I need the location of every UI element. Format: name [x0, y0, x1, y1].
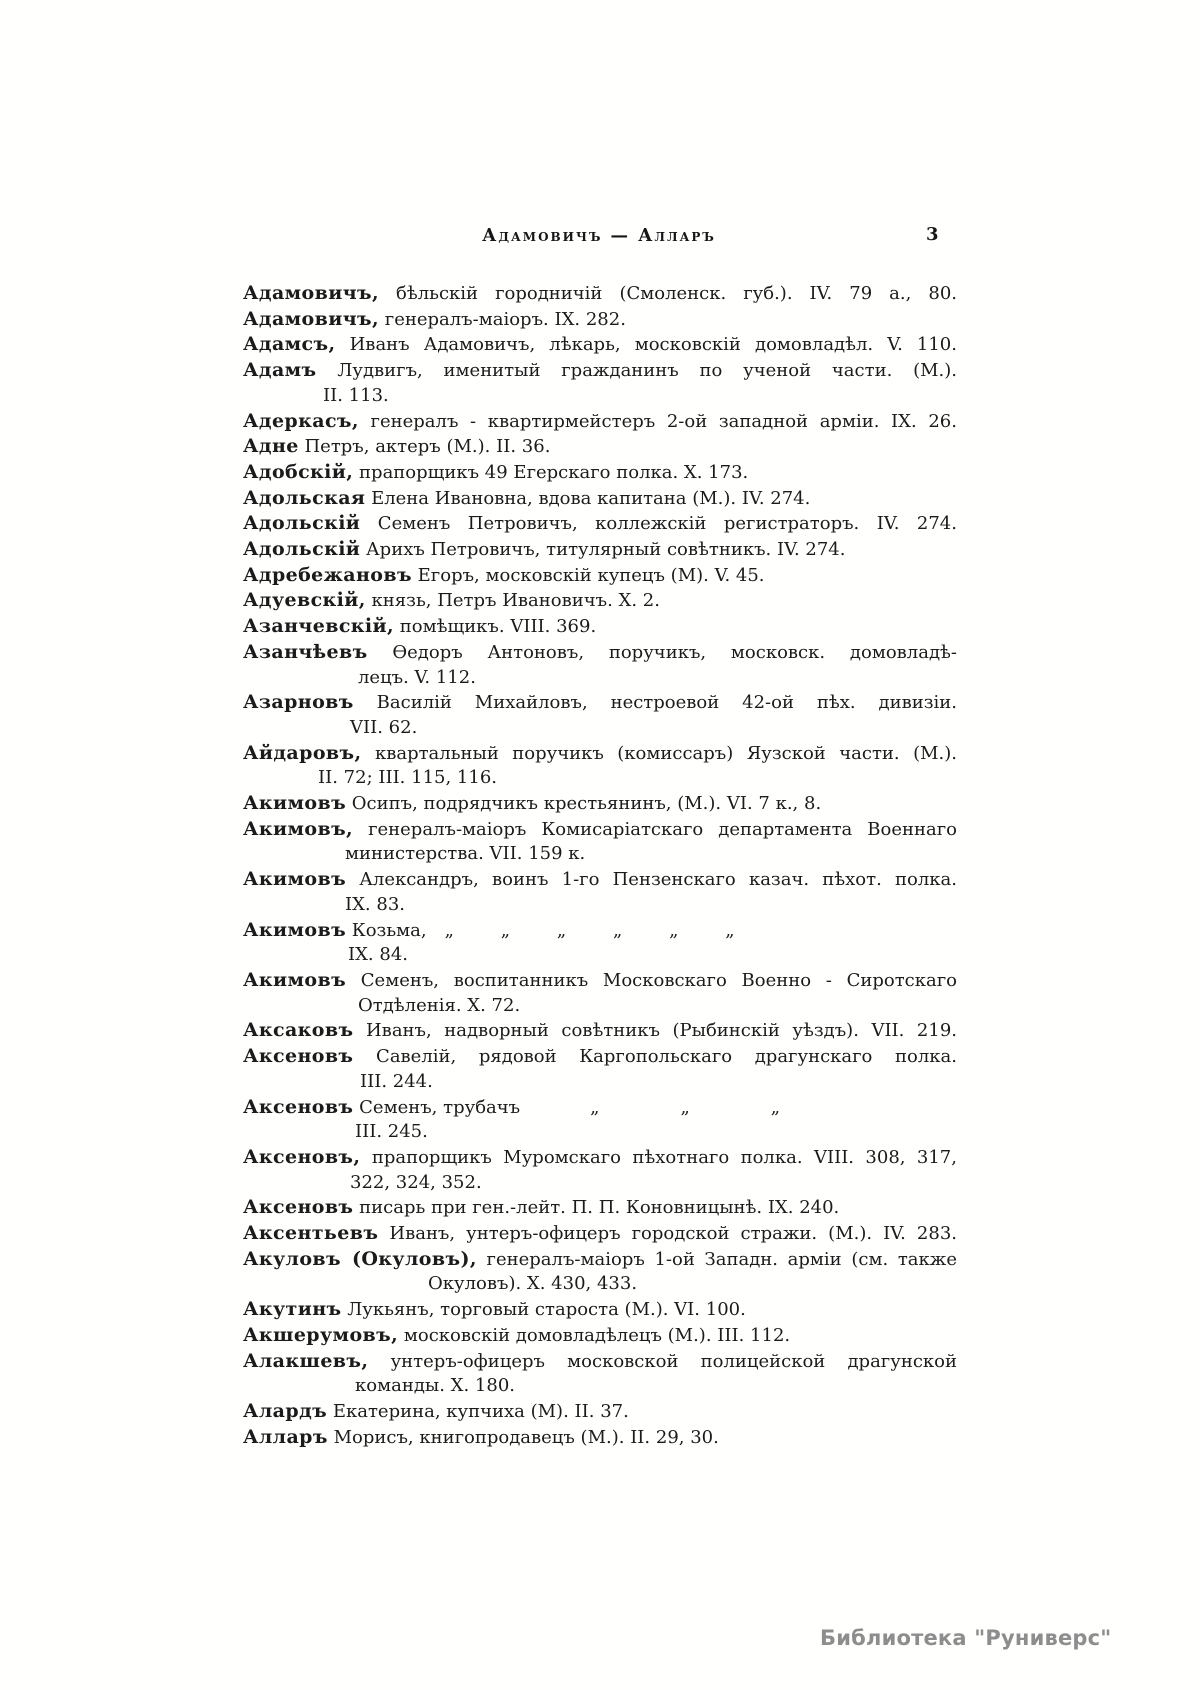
- index-entry: [243, 817, 957, 867]
- entry-line: Адамъ Лудвигъ, именитый гражданинъ по ученой части. (М.).: [243, 359, 957, 382]
- entry-surname: Аксентьевъ: [243, 1222, 379, 1245]
- entry-line: Акимовъ Осипъ, подрядчикъ крестьянинъ, (М.). VI. 7 к., 8.: [243, 792, 822, 815]
- index-entry: [243, 867, 957, 917]
- entry-surname: Азарновъ: [243, 691, 354, 714]
- entry-surname: Адамовичъ,: [243, 307, 380, 330]
- index-entry: [243, 460, 957, 486]
- entry-line: Аксеновъ писарь при ген.-лейт. П. П. Коновницынѣ. IX. 240.: [243, 1196, 840, 1219]
- entry-surname: Акутинъ: [243, 1298, 342, 1321]
- entry-line: Алларъ Морисъ, книгопродавецъ (М.). II. 29, 30.: [243, 1425, 719, 1448]
- index-entry: [243, 1018, 957, 1044]
- entry-line: лецъ. V. 112.: [358, 666, 476, 688]
- entry-line: IX. 83.: [345, 893, 405, 915]
- entry-line: Аксентьевъ Иванъ, унтеръ-офицеръ городской стражи. (М.). IV. 283.: [243, 1222, 957, 1245]
- entry-line: Алардъ Екатерина, купчиха (М). II. 37.: [243, 1399, 629, 1422]
- entry-surname: Адребежановъ: [243, 563, 412, 586]
- entry-surname: Адамъ: [243, 359, 317, 382]
- index-entry: [243, 1349, 957, 1399]
- entry-line: Акимовъ Семенъ, воспитанникъ Московскаго Военно - Сиротскаго: [243, 968, 958, 991]
- entry-surname: Аксеновъ: [243, 1045, 354, 1068]
- entry-line: Адеркасъ, генералъ - квартирмейстеръ 2-ой западной арміи. IX. 26.: [243, 409, 957, 432]
- index-entry: [243, 1221, 957, 1247]
- entry-surname: Адамовичъ,: [243, 282, 380, 304]
- entry-surname: Аксеновъ: [243, 1196, 354, 1219]
- entry-line: Адамовичъ, генералъ-маіоръ. IX. 282.: [243, 307, 626, 330]
- entry-surname: Акуловъ (Окуловъ),: [243, 1247, 477, 1270]
- entry-line: Аксеновъ, прапорщикъ Муромскаго пѣхотнаго полка. VIII. 308, 317,: [243, 1145, 957, 1168]
- entry-line: Акимовъ Александръ, воинъ 1-го Пензенскаго казач. пѣхот. полка.: [243, 868, 957, 891]
- index-entry: [243, 1399, 957, 1425]
- entry-surname: Аксеновъ,: [243, 1145, 361, 1168]
- entry-line: Адамовичъ, бѣльскій городничій (Смоленск. губ.). IV. 79 а., 80.: [243, 282, 957, 304]
- entry-surname: Адамсъ,: [243, 333, 336, 356]
- entry-line: Акутинъ Лукьянъ, торговый староста (М.). VI. 100.: [243, 1298, 746, 1321]
- entry-line: Адольскій Семенъ Петровичъ, коллежскій регистраторъ. IV. 274.: [243, 512, 957, 535]
- entry-line: Акимовъ, генералъ-маіоръ Комисаріатскаго департамента Военнаго: [243, 817, 957, 840]
- index-entry: [243, 307, 957, 333]
- index-entry: [243, 791, 957, 817]
- entry-line: Адне Петръ, актеръ (М.). II. 36.: [243, 435, 551, 458]
- entry-surname: Алардъ: [243, 1399, 328, 1422]
- entry-line: Алакшевъ, унтеръ-офицеръ московской полицейской драгунской: [243, 1349, 957, 1372]
- entry-line: Акшерумовъ, московскій домовладѣлецъ (М.). III. 112.: [243, 1323, 791, 1346]
- entry-line: Акимовъ Козьма, „ „ „ „ „ „: [243, 918, 957, 944]
- index-entry: [243, 588, 957, 614]
- entry-surname: Акшерумовъ,: [243, 1323, 399, 1346]
- entry-surname: Акимовъ: [243, 968, 347, 991]
- entry-surname: Айдаровъ,: [243, 741, 362, 764]
- index-entry: [243, 918, 957, 968]
- index-entry: [243, 511, 957, 537]
- running-header: [243, 226, 955, 246]
- index-entry: [243, 614, 957, 640]
- index-entry: [243, 409, 957, 435]
- index-entry: [243, 1095, 957, 1145]
- entry-line: Аксеновъ Семенъ, трубачъ „ „ „: [243, 1095, 957, 1121]
- index-entry: [243, 640, 957, 690]
- entry-line: Аксеновъ Савелій, рядовой Каргопольскаго драгунскаго полка.: [243, 1045, 957, 1068]
- entry-surname: Акимовъ: [243, 918, 347, 941]
- entry-line: Адамсъ, Иванъ Адамовичъ, лѣкарь, московскій домовладѣл. V. 110.: [243, 333, 957, 356]
- entry-surname: Адольскій: [243, 538, 361, 561]
- ditto-marks: „ „ „: [590, 1096, 781, 1118]
- index-entry: [243, 537, 957, 563]
- index-entry: [243, 281, 957, 307]
- entry-surname: Азанчевскій,: [243, 615, 395, 638]
- library-watermark: Библиотека "Руниверс": [820, 1626, 1112, 1650]
- entry-line: Азанчевскій, помѣщикъ. VIII. 369.: [243, 615, 597, 638]
- index-entries: [243, 281, 957, 1450]
- index-entry: [243, 1425, 957, 1451]
- index-entry: [243, 1044, 957, 1094]
- index-entry: [243, 434, 957, 460]
- page-number: 3: [926, 224, 939, 245]
- entry-line: Адобскій, прапорщикъ 49 Егерскаго полка. X. 173.: [243, 460, 749, 483]
- entry-line: министерства. VII. 159 к.: [345, 843, 586, 865]
- entry-surname: Алакшевъ,: [243, 1349, 369, 1372]
- index-entry: [243, 741, 957, 791]
- entry-surname: Адольская: [243, 486, 366, 509]
- index-entry: [243, 1247, 957, 1297]
- index-entry: [243, 332, 957, 358]
- entry-line: III. 245.: [355, 1121, 428, 1143]
- entry-line: Аксаковъ Иванъ, надворный совѣтникъ (Рыбинскій уѣздъ). VII. 219.: [243, 1019, 957, 1042]
- entry-surname: Адне: [243, 435, 299, 458]
- entry-line: III. 244.: [360, 1070, 433, 1092]
- entry-surname: Адуевскій,: [243, 589, 366, 612]
- entry-surname: Адольскій: [243, 512, 361, 535]
- index-entry: [243, 968, 957, 1018]
- entry-surname: Азанчѣевъ: [243, 640, 368, 663]
- index-entry: [243, 1323, 957, 1349]
- index-entry: [243, 358, 957, 408]
- entry-line: Адольскій Арихъ Петровичъ, титулярный совѣтникъ. IV. 274.: [243, 538, 846, 561]
- entry-line: команды. X. 180.: [355, 1375, 516, 1397]
- entry-line: Айдаровъ, квартальный поручикъ (комиссаръ) Яузской части. (М.).: [243, 741, 957, 764]
- entry-line: II. 72; III. 115, 116.: [318, 767, 498, 789]
- entry-line: Отдѣленія. X. 72.: [358, 994, 521, 1016]
- entry-surname: Аксаковъ: [243, 1019, 354, 1042]
- index-entry: [243, 1195, 957, 1221]
- entry-surname: Аксеновъ: [243, 1095, 354, 1118]
- index-entry: [243, 1297, 957, 1323]
- entry-line: II. 113.: [323, 384, 389, 406]
- entry-line: 322, 324, 352.: [350, 1171, 482, 1193]
- entry-surname: Адеркасъ,: [243, 409, 359, 432]
- ditto-marks: „ „ „ „ „ „: [444, 919, 735, 941]
- index-entry: [243, 1145, 957, 1195]
- entry-line: Азарновъ Василій Михайловъ, нестроевой 42-ой пѣх. дивизіи.: [243, 691, 957, 714]
- entry-line: Азанчѣевъ Ѳедоръ Антоновъ, поручикъ, московск. домовладѣ-: [243, 640, 957, 663]
- header-title: Адамовичъ — Алларъ: [482, 226, 716, 246]
- entry-line: Окуловъ). X. 430, 433.: [428, 1273, 638, 1295]
- entry-line: Адуевскій, князь, Петръ Ивановичъ. X. 2.: [243, 589, 660, 612]
- index-entry: [243, 486, 957, 512]
- index-entry: [243, 563, 957, 589]
- entry-line: Акуловъ (Окуловъ), генералъ-маіоръ 1-ой Западн. арміи (см. также: [243, 1247, 957, 1270]
- entry-surname: Адобскій,: [243, 460, 354, 483]
- entry-line: VII. 62.: [350, 716, 418, 738]
- entry-line: Адребежановъ Егоръ, московскій купецъ (М). V. 45.: [243, 563, 765, 586]
- entry-surname: Акимовъ,: [243, 817, 354, 840]
- entry-line: Адольская Елена Ивановна, вдова капитана (М.). IV. 274.: [243, 486, 811, 509]
- index-entry: [243, 690, 957, 740]
- entry-surname: Акимовъ: [243, 868, 347, 891]
- entry-surname: Алларъ: [243, 1425, 328, 1448]
- entry-surname: Акимовъ: [243, 792, 347, 815]
- entry-line: IX. 84.: [348, 944, 408, 966]
